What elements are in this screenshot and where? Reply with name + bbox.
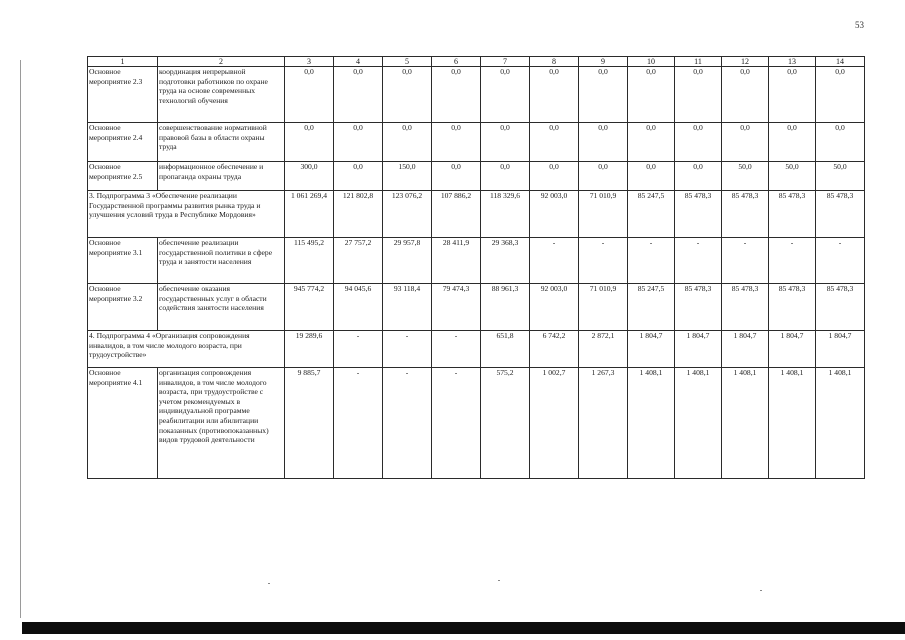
value-cell: 85 478,3: [816, 191, 865, 238]
activity-name: Основное мероприятие 2.4: [88, 123, 158, 162]
column-header: 3: [285, 57, 334, 67]
value-cell: 1 408,1: [769, 368, 816, 479]
activity-description: обеспечение реализации государственной политики в сфере труда и занятости населения: [158, 238, 285, 284]
value-cell: 27 757,2: [334, 238, 383, 284]
value-cell: -: [383, 368, 432, 479]
value-cell: 1 804,7: [722, 331, 769, 368]
value-cell: 1 061 269,4: [285, 191, 334, 238]
value-cell: 85 478,3: [769, 284, 816, 331]
value-cell: 85 247,5: [628, 191, 675, 238]
column-header: 4: [334, 57, 383, 67]
value-cell: 107 886,2: [432, 191, 481, 238]
table-row: [88, 331, 865, 368]
value-cell: 0,0: [628, 67, 675, 123]
value-cell: 1 804,7: [675, 331, 722, 368]
value-cell: 0,0: [432, 123, 481, 162]
value-cell: 0,0: [628, 123, 675, 162]
column-header: 13: [769, 57, 816, 67]
value-cell: -: [675, 238, 722, 284]
value-cell: 85 478,3: [675, 191, 722, 238]
value-cell: 29 957,8: [383, 238, 432, 284]
budget-table: [87, 56, 865, 479]
value-cell: 0,0: [432, 162, 481, 191]
value-cell: 0,0: [530, 123, 579, 162]
value-cell: 0,0: [383, 67, 432, 123]
table-row: [88, 123, 865, 162]
value-cell: 0,0: [675, 123, 722, 162]
activity-description: координация непрерывной подготовки работников по охране труда на основе современных технологий обучения: [158, 67, 285, 123]
value-cell: 88 961,3: [481, 284, 530, 331]
value-cell: 1 804,7: [769, 331, 816, 368]
value-cell: 0,0: [675, 162, 722, 191]
value-cell: 9 885,7: [285, 368, 334, 479]
column-header: 10: [628, 57, 675, 67]
value-cell: 94 045,6: [334, 284, 383, 331]
column-header: 14: [816, 57, 865, 67]
column-header: 6: [432, 57, 481, 67]
value-cell: 0,0: [579, 123, 628, 162]
value-cell: 1 804,7: [816, 331, 865, 368]
activity-name: Основное мероприятие 4.1: [88, 368, 158, 479]
value-cell: -: [628, 238, 675, 284]
value-cell: 0,0: [530, 162, 579, 191]
value-cell: 0,0: [769, 123, 816, 162]
value-cell: -: [432, 331, 481, 368]
table-row: [88, 67, 865, 123]
value-cell: 0,0: [334, 123, 383, 162]
column-header: 1: [88, 57, 158, 67]
value-cell: 123 076,2: [383, 191, 432, 238]
value-cell: 85 478,3: [722, 284, 769, 331]
value-cell: 0,0: [285, 67, 334, 123]
value-cell: 0,0: [481, 67, 530, 123]
value-cell: 0,0: [816, 67, 865, 123]
value-cell: 1 408,1: [816, 368, 865, 479]
value-cell: 1 804,7: [628, 331, 675, 368]
column-header: 11: [675, 57, 722, 67]
value-cell: -: [816, 238, 865, 284]
value-cell: 79 474,3: [432, 284, 481, 331]
column-header: 7: [481, 57, 530, 67]
scan-speck: [760, 590, 762, 591]
table-row: [88, 162, 865, 191]
table-row: [88, 238, 865, 284]
value-cell: 85 478,3: [722, 191, 769, 238]
value-cell: 0,0: [334, 162, 383, 191]
value-cell: 0,0: [579, 67, 628, 123]
value-cell: 2 872,1: [579, 331, 628, 368]
table-row: [88, 191, 865, 238]
table-row: [88, 368, 865, 479]
value-cell: 0,0: [334, 67, 383, 123]
column-header-row: [88, 57, 865, 67]
column-header: 8: [530, 57, 579, 67]
activity-description: обеспечение оказания государственных услуг в области содействия занятости населения: [158, 284, 285, 331]
value-cell: -: [334, 331, 383, 368]
value-cell: -: [334, 368, 383, 479]
value-cell: 1 408,1: [722, 368, 769, 479]
value-cell: 0,0: [285, 123, 334, 162]
subprogram-title: 3. Подпрограмма 3 «Обеспечение реализации Государственной программы развития рынка труда и улучшения условий труда в Республике Мордовия»: [88, 191, 285, 238]
value-cell: 0,0: [816, 123, 865, 162]
value-cell: -: [769, 238, 816, 284]
value-cell: 50,0: [722, 162, 769, 191]
value-cell: -: [432, 368, 481, 479]
activity-description: организация сопровождения инвалидов, в том числе молодого возраста, при трудоустройстве с учетом рекомендуемых в индивидуальной программе реабилитации или абилитации показанных (противопоказанных) видов трудовой деятельности: [158, 368, 285, 479]
scan-speck: [498, 580, 500, 581]
value-cell: 0,0: [579, 162, 628, 191]
scan-speck: [268, 583, 270, 584]
table-row: [88, 284, 865, 331]
column-header: 12: [722, 57, 769, 67]
value-cell: 150,0: [383, 162, 432, 191]
activity-name: Основное мероприятие 2.5: [88, 162, 158, 191]
value-cell: 93 118,4: [383, 284, 432, 331]
value-cell: -: [383, 331, 432, 368]
value-cell: 0,0: [432, 67, 481, 123]
value-cell: 85 478,3: [816, 284, 865, 331]
value-cell: 575,2: [481, 368, 530, 479]
value-cell: 71 010,9: [579, 284, 628, 331]
scan-edge-bar: [22, 622, 905, 634]
column-header: 9: [579, 57, 628, 67]
value-cell: 29 368,3: [481, 238, 530, 284]
value-cell: 50,0: [816, 162, 865, 191]
column-header: 2: [158, 57, 285, 67]
value-cell: 71 010,9: [579, 191, 628, 238]
activity-name: Основное мероприятие 3.2: [88, 284, 158, 331]
value-cell: -: [579, 238, 628, 284]
value-cell: 19 289,6: [285, 331, 334, 368]
activity-description: информационное обеспечение и пропаганда охраны труда: [158, 162, 285, 191]
scan-margin-line: [20, 60, 21, 618]
value-cell: 50,0: [769, 162, 816, 191]
subprogram-title: 4. Подпрограмма 4 «Организация сопровождения инвалидов, в том числе молодого возраста, при трудоустройстве»: [88, 331, 285, 368]
value-cell: 1 408,1: [628, 368, 675, 479]
value-cell: 0,0: [675, 67, 722, 123]
value-cell: 0,0: [628, 162, 675, 191]
value-cell: 85 478,3: [675, 284, 722, 331]
value-cell: 28 411,9: [432, 238, 481, 284]
activity-name: Основное мероприятие 3.1: [88, 238, 158, 284]
value-cell: 6 742,2: [530, 331, 579, 368]
value-cell: 0,0: [530, 67, 579, 123]
page-number: 53: [855, 20, 864, 30]
value-cell: 92 003,0: [530, 284, 579, 331]
activity-name: Основное мероприятие 2.3: [88, 67, 158, 123]
value-cell: 92 003,0: [530, 191, 579, 238]
activity-description: совершенствование нормативной правовой базы в области охраны труда: [158, 123, 285, 162]
value-cell: 651,8: [481, 331, 530, 368]
value-cell: 1 002,7: [530, 368, 579, 479]
value-cell: -: [722, 238, 769, 284]
value-cell: 0,0: [769, 67, 816, 123]
value-cell: 85 478,3: [769, 191, 816, 238]
value-cell: 0,0: [383, 123, 432, 162]
value-cell: 1 267,3: [579, 368, 628, 479]
value-cell: 121 802,8: [334, 191, 383, 238]
value-cell: 0,0: [481, 123, 530, 162]
value-cell: 118 329,6: [481, 191, 530, 238]
value-cell: 945 774,2: [285, 284, 334, 331]
value-cell: 0,0: [722, 67, 769, 123]
column-header: 5: [383, 57, 432, 67]
value-cell: 115 495,2: [285, 238, 334, 284]
value-cell: 0,0: [481, 162, 530, 191]
value-cell: -: [530, 238, 579, 284]
value-cell: 1 408,1: [675, 368, 722, 479]
value-cell: 85 247,5: [628, 284, 675, 331]
value-cell: 300,0: [285, 162, 334, 191]
value-cell: 0,0: [722, 123, 769, 162]
